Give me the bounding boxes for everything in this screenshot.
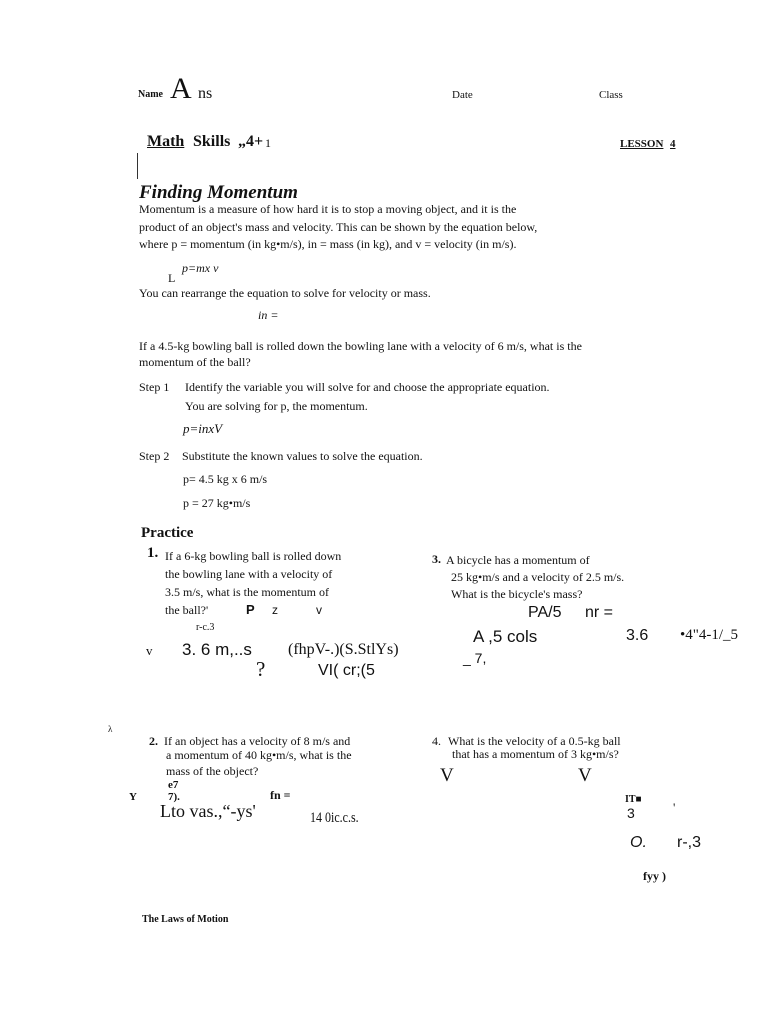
math-label: Math — [147, 133, 185, 150]
q2-answer-140: 14 0ic.c.s. — [310, 810, 359, 826]
q2-line-1: If an object has a velocity of 8 m/s and — [164, 734, 351, 748]
step-1-text-2: You are solving for p, the momentum. — [185, 399, 368, 413]
q3-answer-fraction: •4"4-1/_5 — [680, 627, 739, 643]
step-2-label: Step 2 — [139, 449, 170, 463]
q1-line-1: If a 6-kg bowling ball is rolled down — [165, 549, 342, 563]
momentum-equation: p=mx v — [182, 261, 219, 275]
equation-mark: L — [168, 271, 176, 285]
q4-answer-it: IT■ — [625, 794, 642, 805]
q1-answer-z: z — [272, 603, 278, 617]
intro-line-3: where p = momentum (in kg•m/s), in = mass (in kg), and v = velocity (in m/s). — [139, 237, 517, 251]
footer-text: The Laws of Motion — [142, 914, 229, 925]
q2-answer-7: 7). — [168, 791, 180, 803]
practice-heading: Practice — [141, 525, 194, 541]
q3-answer-36: 3.6 — [626, 627, 649, 644]
intro-line-1: Momentum is a measure of how hard it is to stop a moving object, and it is the — [139, 202, 517, 216]
q1-answer-v: v — [316, 603, 322, 617]
stray-mark: λ — [108, 724, 113, 734]
skills-small: 1 — [265, 136, 271, 150]
page-title: Finding Momentum — [139, 182, 298, 203]
name-answer-rest: ns — [198, 85, 213, 102]
q4-answer-r3: r-,3 — [677, 834, 701, 851]
q3-number: 3. — [432, 552, 441, 566]
q2-answer-y: Y — [129, 791, 137, 803]
q2-number: 2. — [149, 734, 158, 748]
skills-label: Skills — [193, 133, 231, 150]
q1-answer-rc3: r-c.3 — [196, 622, 215, 633]
step-2-equation-1: p= 4.5 kg x 6 m/s — [183, 472, 268, 486]
q3-line-3: What is the bicycle's mass? — [451, 587, 583, 601]
example-line-2: momentum of the ball? — [139, 355, 251, 369]
margin-bar — [137, 153, 138, 179]
q2-answer-fn: fn = — [270, 788, 291, 802]
q4-answer-3: 3 — [627, 805, 635, 821]
q4-number: 4. — [432, 734, 441, 748]
q3-line-1: A bicycle has a momentum of — [446, 553, 590, 567]
q4-answer-o: O. — [630, 834, 647, 851]
q3-answer-pa5: PA/5 — [528, 604, 562, 621]
q1-line-2: the bowling lane with a velocity of — [165, 567, 333, 581]
step-2-equation-2: p = 27 kg•m/s — [183, 496, 251, 510]
step-2-text: Substitute the known values to solve the equation. — [182, 449, 423, 463]
q3-answer-a5: A ,5 cols — [473, 627, 538, 646]
q1-line-3: 3.5 m/s, what is the momentum of — [165, 585, 329, 599]
mass-equation: in = — [258, 308, 279, 322]
example-line-1: If a 4.5-kg bowling ball is rolled down the bowling lane with a velocity of 6 m/s, what is the — [139, 339, 582, 353]
q2-answer-lto: Lto vas.,“-ys' — [160, 801, 256, 821]
skills-suffix: „4+ — [238, 133, 264, 150]
q1-answer-question: ? — [256, 657, 266, 681]
q1-line-4: the ball?' — [165, 603, 209, 617]
q3-line-2: 25 kg•m/s and a velocity of 2.5 m/s. — [451, 570, 625, 584]
q1-answer-p: P — [246, 602, 255, 617]
step-1-equation: p=inxV — [183, 421, 223, 436]
intro-line-2: product of an object's mass and velocity. This can be shown by the equation below, — [139, 220, 538, 234]
q4-answer-fyy: fyy ) — [643, 869, 666, 883]
q1-answer-36: 3. 6 m,..s — [182, 640, 252, 659]
q4-line-1: What is the velocity of a 0.5-kg ball — [448, 734, 621, 748]
q3-answer-nr: nr = — [585, 604, 614, 621]
q4-answer-tick: ' — [673, 800, 676, 815]
q1-number: 1. — [147, 545, 159, 561]
q2-answer-e7: e7 — [168, 779, 179, 791]
q4-answer-v2: V — [578, 765, 592, 786]
q4-line-2: that has a momentum of 3 kg•m/s? — [452, 747, 619, 761]
rearrange-text: You can rearrange the equation to solve for velocity or mass. — [139, 286, 431, 300]
lesson-number: 4 — [670, 138, 676, 150]
date-label: Date — [452, 89, 473, 101]
q1-answer-vi: VI( cr;(5 — [318, 662, 375, 679]
class-label: Class — [599, 89, 623, 101]
name-label: Name — [138, 89, 163, 100]
q2-line-2: a momentum of 40 kg•m/s, what is the — [166, 748, 352, 762]
step-1-text: Identify the variable you will solve for and choose the appropriate equation. — [185, 380, 550, 394]
lesson-label: LESSON — [620, 138, 664, 150]
q1-answer-expr: (fhpV-.)(S.StlYs) — [288, 641, 399, 658]
q3-answer-7: _ 7, — [463, 650, 487, 666]
q2-line-3: mass of the object? — [166, 764, 259, 778]
q4-answer-v1: V — [440, 765, 454, 786]
q1-answer-v2: v — [146, 643, 153, 658]
step-1-label: Step 1 — [139, 380, 170, 394]
name-answer-initial: A — [170, 72, 192, 105]
